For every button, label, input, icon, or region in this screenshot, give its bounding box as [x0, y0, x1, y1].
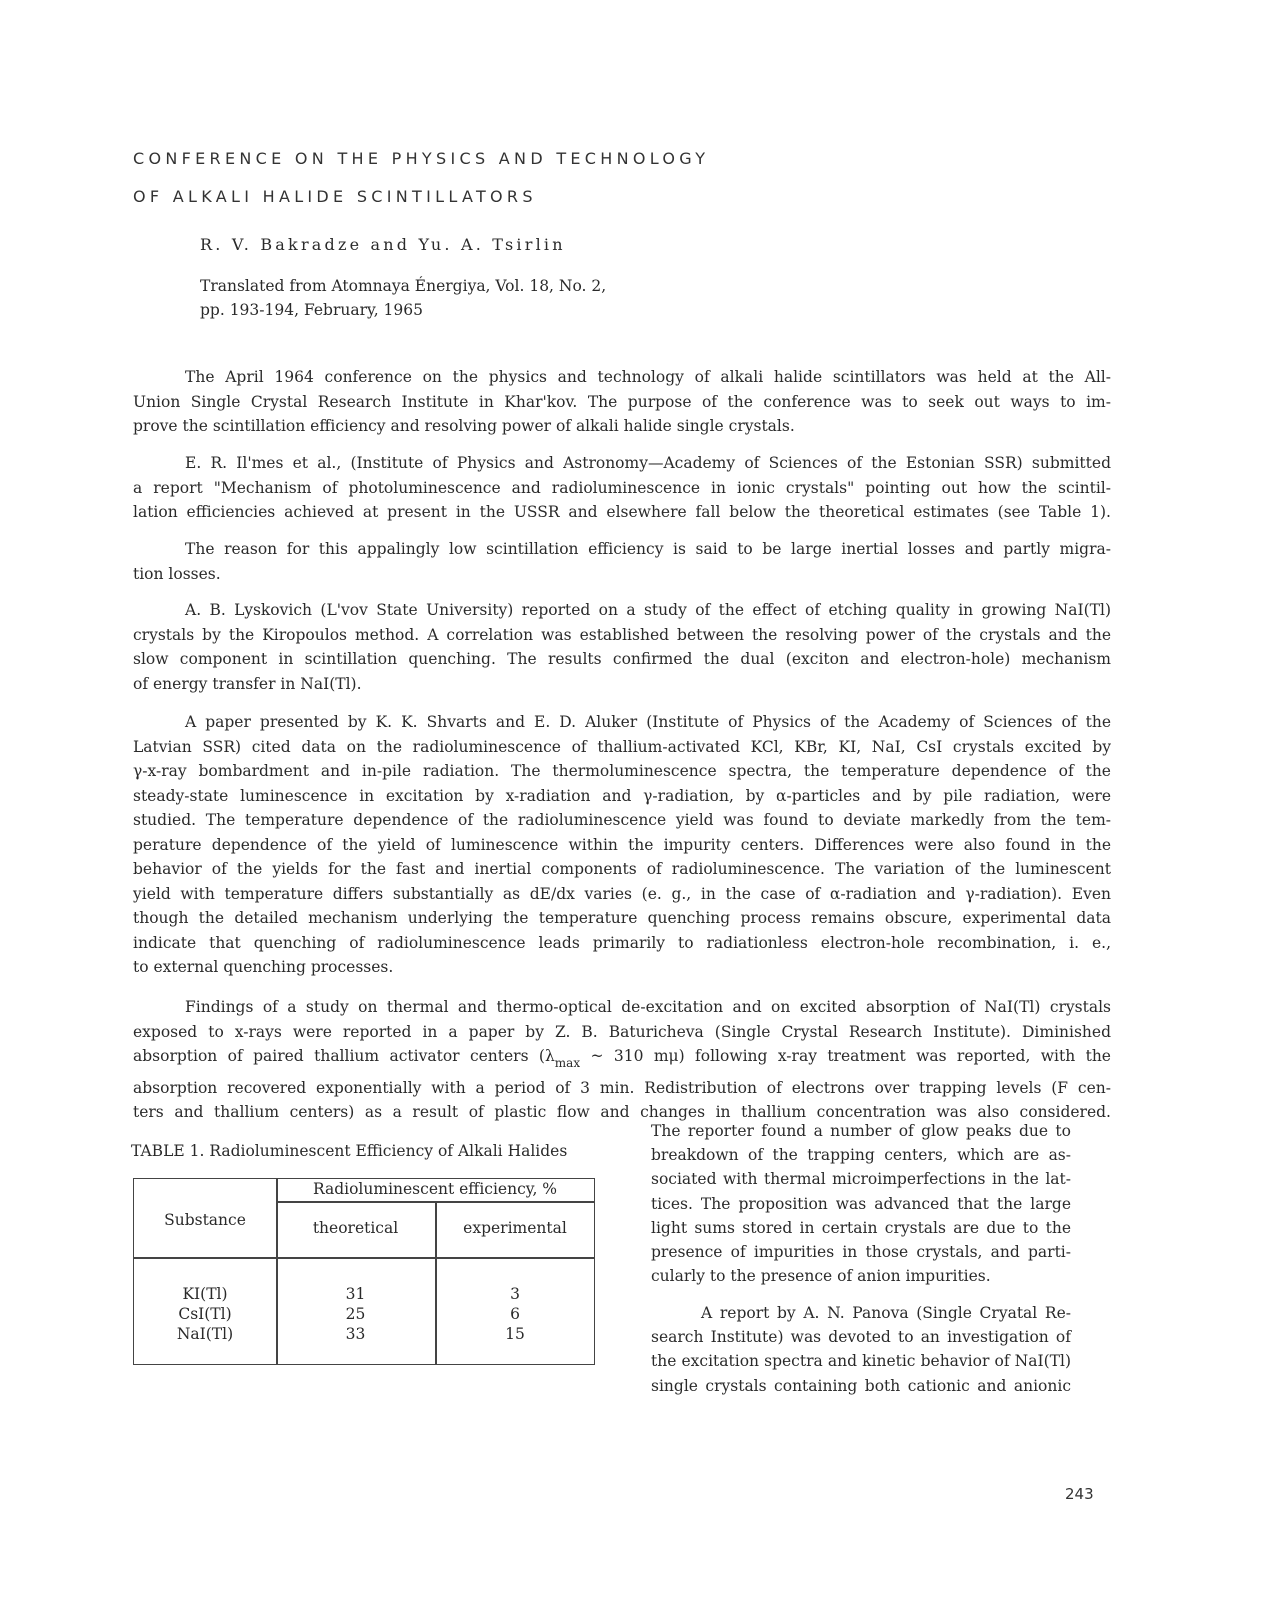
text-line: The reason for this appalingly low scintillation efficiency is said to be large inertial losses and partly migra- — [185, 540, 1111, 558]
table-cell: 15 — [505, 1325, 525, 1343]
header-theoretical: theoretical — [312, 1219, 399, 1237]
text-line: A paper presented by K. K. Shvarts and E. D. Aluker (Institute of Physics of the Academy of Sciences of the — [185, 713, 1111, 731]
text-line: behavior of the yields for the fast and inertial components of radioluminescence. The variation of the luminescent — [133, 860, 1111, 878]
text-line: to external quenching processes. — [133, 958, 394, 976]
table-cell: 3 — [510, 1285, 520, 1303]
text-line: ters and thallium centers) as a result of plastic flow and changes in thallium concentration was also considered. — [133, 1103, 1111, 1121]
paragraph — [133, 537, 1111, 586]
substance-column — [134, 1284, 276, 1344]
text-line: The reporter found a number of glow peaks due to — [651, 1122, 1071, 1140]
paragraph — [133, 710, 1111, 980]
table-cell: 6 — [510, 1305, 520, 1323]
text-fragment: ~ 310 mμ) following x-ray treatment was reported, with the — [580, 1047, 1111, 1065]
text-line: a report "Mechanism of photoluminescence and radioluminescence in ionic crystals" pointing out how the scintil- — [133, 478, 1111, 497]
text-line: Findings of a study on thermal and thermo-optical de-excitation and on excited absorption of NaI(Tl) crystals — [185, 998, 1111, 1016]
text-line: sociated with thermal microimperfections in the lat- — [651, 1170, 1071, 1189]
text-line: A. B. Lyskovich (L'vov State University) reported on a study of the effect of etching quality in growing NaI(Tl) — [185, 601, 1111, 619]
text-line — [133, 1044, 1111, 1076]
text-line: studied. The temperature dependence of the radioluminescence yield was found to deviate markedly from the tem- — [133, 811, 1111, 829]
paragraph-right-column — [651, 1301, 1071, 1398]
table-cell: 31 — [345, 1285, 366, 1303]
table-cell: 25 — [345, 1305, 366, 1323]
text-line: tion losses. — [133, 564, 221, 583]
header-efficiency-group: Radioluminescent efficiency, % — [312, 1180, 558, 1198]
header-experimental: experimental — [463, 1219, 567, 1237]
paragraph — [133, 995, 1111, 1125]
text-line: search Institute) was devoted to an investigation of — [651, 1328, 1071, 1347]
text-line: indicate that quenching of radioluminescence leads primarily to radiationless electron-hole recombination, i. e., — [133, 933, 1111, 952]
translation-line: pp. 193-194, February, 1965 — [200, 301, 424, 319]
text-line: absorption recovered exponentially with a period of 3 min. Redistribution of electrons over trapping levels (F cen- — [133, 1078, 1111, 1097]
text-line: of energy transfer in NaI(Tl). — [133, 674, 362, 693]
table-cell: KI(Tl) — [182, 1285, 228, 1303]
page-number: 243 — [1065, 1485, 1094, 1503]
text-line: the excitation spectra and kinetic behavior of NaI(Tl) — [651, 1352, 1071, 1371]
table-rule — [276, 1201, 594, 1203]
data-table — [133, 1178, 595, 1365]
table-rule — [134, 1257, 594, 1259]
text-fragment: absorption of paired thallium activator centers (λ — [133, 1047, 555, 1065]
paragraph — [133, 598, 1111, 696]
paragraph-right-column — [651, 1119, 1071, 1288]
theoretical-column — [276, 1284, 435, 1344]
text-line: A report by A. N. Panova (Single Cryatal Re- — [701, 1304, 1071, 1322]
text-line: single crystals containing both cationic and anionic — [651, 1376, 1071, 1395]
authors: R. V. Bakradze and Yu. A. Tsirlin — [200, 235, 566, 254]
text-line: The April 1964 conference on the physics and technology of alkali halide scintillators was held at the All- — [185, 368, 1111, 386]
paragraph — [133, 365, 1111, 439]
text-line: breakdown of the trapping centers, which are as- — [651, 1146, 1071, 1165]
subscript: max — [554, 1056, 581, 1070]
table-cell: 33 — [345, 1325, 366, 1343]
text-line: tices. The proposition was advanced that the large — [651, 1194, 1071, 1213]
text-line: yield with temperature differs substantially as dE/dx varies (e. g., in the case of α-radiation and γ-radiation). Even — [133, 884, 1111, 903]
title-line-1: CONFERENCE ON THE PHYSICS AND TECHNOLOGY — [133, 149, 710, 168]
text-line: γ-x-ray bombardment and in-pile radiation. The thermoluminescence spectra, the temperature dependence of the — [133, 762, 1111, 780]
table-cell: CsI(Tl) — [178, 1305, 232, 1323]
text-line: prove the scintillation efficiency and resolving power of alkali halide single crystals. — [133, 417, 795, 435]
text-line: Latvian SSR) cited data on the radioluminescence of thallium-activated KCl, KBr, KI, NaI, CsI crystals excited by — [133, 737, 1111, 756]
text-line: crystals by the Kiropoulos method. A correlation was established between the resolving power of the crystals and the — [133, 625, 1111, 644]
table-cell: NaI(Tl) — [176, 1325, 234, 1343]
text-line: perature dependence of the yield of luminescence within the impurity centers. Differences were also found in the — [133, 835, 1111, 854]
translation-note — [200, 274, 760, 322]
table-caption: TABLE 1. Radioluminescent Efficiency of Alkali Halides — [131, 1142, 568, 1160]
header-substance: Substance — [164, 1211, 246, 1229]
text-line: Union Single Crystal Research Institute in Khar'kov. The purpose of the conference was to seek out ways to im- — [133, 392, 1111, 411]
text-line: exposed to x-rays were reported in a paper by Z. B. Baturicheva (Single Crystal Research Institute). Diminished — [133, 1022, 1111, 1041]
title-line-2: OF ALKALI HALIDE SCINTILLATORS — [133, 187, 537, 206]
experimental-column — [436, 1284, 594, 1344]
translation-line: Translated from Atomnaya Énergiya, Vol. 18, No. 2, — [200, 277, 607, 295]
text-line: cularly to the presence of anion impurities. — [651, 1267, 991, 1286]
text-line: lation efficiencies achieved at present in the USSR and elsewhere fall below the theoretical estimates (see Table 1). — [133, 503, 1111, 521]
text-line: though the detailed mechanism underlying the temperature quenching process remains obscure, experimental data — [133, 909, 1111, 927]
text-line: presence of impurities in those crystals, and parti- — [651, 1243, 1071, 1262]
paragraph — [133, 451, 1111, 525]
text-line: light sums stored in certain crystals are due to the — [651, 1218, 1071, 1237]
text-line: E. R. Il'mes et al., (Institute of Physics and Astronomy—Academy of Sciences of the Estonian SSR) submitted — [185, 454, 1111, 472]
text-line: slow component in scintillation quenching. The results confirmed the dual (exciton and electron-hole) mechanism — [133, 650, 1111, 668]
text-line: steady-state luminescence in excitation by x-radiation and γ-radiation, by α-particles and by pile radiation, were — [133, 786, 1111, 805]
